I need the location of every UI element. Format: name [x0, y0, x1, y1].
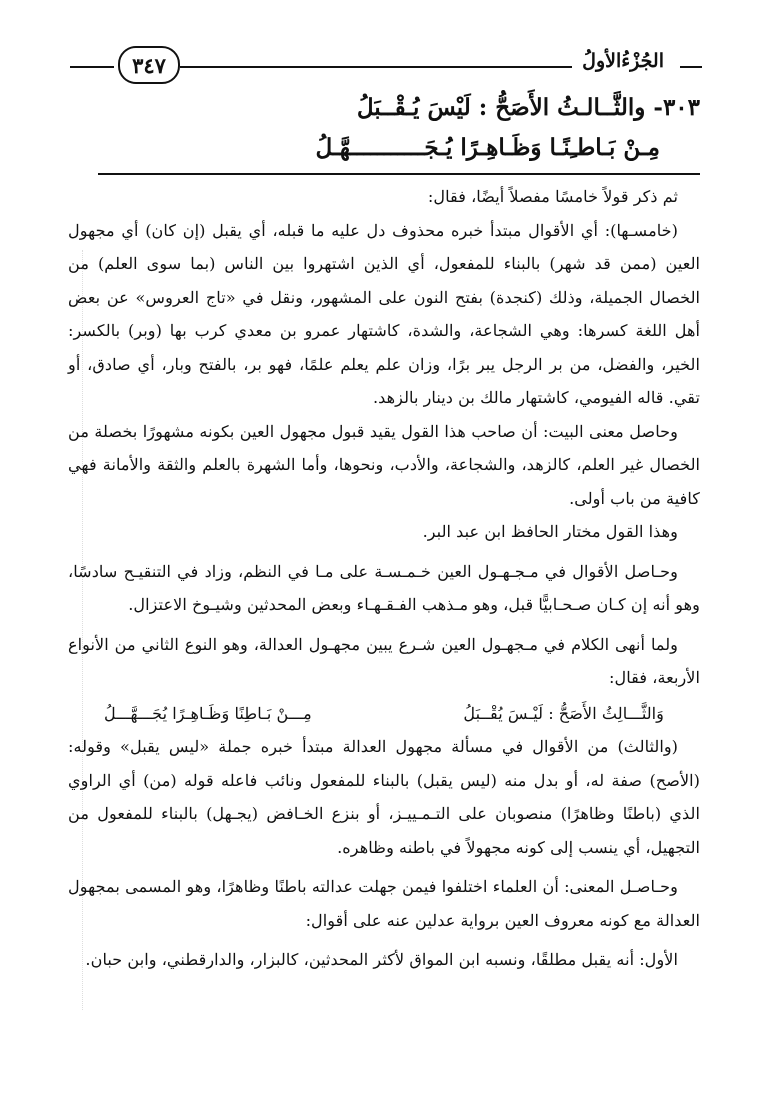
- paragraph-first-opinion: الأول: أنه يقبل مطلقًا، ونسبه ابن المواق لأكثر المحدثين، كالبزار، والدارقطني، وابن حبان.: [85, 950, 678, 969]
- header-divider-left: [70, 66, 114, 68]
- paragraph-transition: ولما أنهى الكلام في مـجهـول العين شـرع يبين مجهـول العدالة، وهو النوع الثاني من الأنواع الأربعة، فقال:: [68, 634, 700, 687]
- page-header: [70, 46, 702, 86]
- header-divider-right: [680, 66, 702, 68]
- paragraph-meaning: وحـاصـل المعنى: أن العلماء اختلفوا فيمن جهلت عدالته باطنًا وظاهرًا، وهو المسمى بمجهول العدالة مع كونه معروف العين برواية عدلين عنه على أقوال:: [68, 877, 700, 930]
- verse-line-2: مِـنْ بَـاطـِنًـا وَظَـاهِـرًا يُـجَـــــــــــهَّـلُ: [315, 134, 660, 161]
- poem-hemistich-1: وَالثَّـــالِثُ الأَصَحُّ : لَيْـسَ يُقْــبَلُ: [463, 703, 664, 723]
- paragraph-fifth-opinion: (خامسـها): أي الأقوال مبتدأ خبره محذوف دل عليه ما قبله، أي يقبل (إن كان) أي مجهول العين (ممن قد شهر) بالبناء للمفعول، أي الذين اشتهروا بين الناس (بما سوى العلم) من الخصال الجميلة، وذلك (كنجدة) بفتح النون على المشهور، ونقل في «تاج العروس» عن بعض أهل اللغة كسرها: وهي الشجاعة، والشدة، كاشتهار عمرو بن معدي كرب بها (وبر) بالكسر: الخير، والفضل، من بر الرجل يبر برًا، وزان علم يعلم علمًا، فهو بر، بالفتح وبار، أي صادق، أو تقي. قاله الفيومي، كاشتهار مالك بن دينار بالزهد.: [68, 220, 700, 407]
- page-number: ٣٤٧: [132, 52, 166, 78]
- running-title: الجُزْءُالأولُ: [576, 50, 670, 72]
- paragraph-opinions-count: وحـاصل الأقوال في مـجـهـول العين خـمـسـة على مـا في النظم، وزاد في التنقيـح سادسًا، وهو أنه إن كـان صـحـابيًّا قبل، وهو مـذهب الفـقـهـاء وبعض المحدثين وشيـوخ الاعتزال.: [68, 561, 700, 614]
- verse-divider: [98, 173, 700, 175]
- page-number-frame: [118, 46, 180, 84]
- paragraph-intro: ثم ذكر قولاً خامسًا مفصلاً أيضًا، فقال:: [427, 187, 678, 206]
- commentary-text: [68, 180, 700, 977]
- paragraph-ibn-abd-al-barr: وهذا القول مختار الحافظ ابن عبد البر.: [422, 522, 678, 541]
- verse-line-1: ٣٠٣- والثَّــالـثُ الأَصَحُّ : لَيْسَ يُـقْــبَلُ: [356, 94, 700, 121]
- verse-block: [68, 88, 700, 168]
- poem-hemistich-2: مِـــنْ بَـاطِنًا وَظَـاهِـرًا يُجَـــهَّـــلُ: [104, 703, 312, 723]
- paragraph-third-opinion: (والثالث) من الأقوال في مسألة مجهول العدالة مبتدأ خبره جملة «ليس يقبل» وقوله: (الأصح) صفة له، أو بدل منه (ليس يقبل) بالبناء للمفعول ونائب فاعله قوله (من) أي الراوي الذي (باطنًا وظاهرًا) منصوبان على التـمـييـز، أو بنزع الخـافض (يجـهل) بالبناء للمفعول من التجهيل، أي ينسب إلى كونه مجهولاً في باطنه وظاهره.: [68, 737, 700, 857]
- paragraph-summary: وحاصل معنى البيت: أن صاحب هذا القول يقيد قبول مجهول العين بكونه مشهورًا بخصلة من الخصال غير العلم، كالزهد، والشجاعة، والأدب، ونحوها، وأما الشهرة بالعلم والثقة والأمانة فهي كافية من باب أولى.: [68, 421, 700, 508]
- header-divider: [180, 66, 572, 68]
- poem-verse: [104, 697, 664, 731]
